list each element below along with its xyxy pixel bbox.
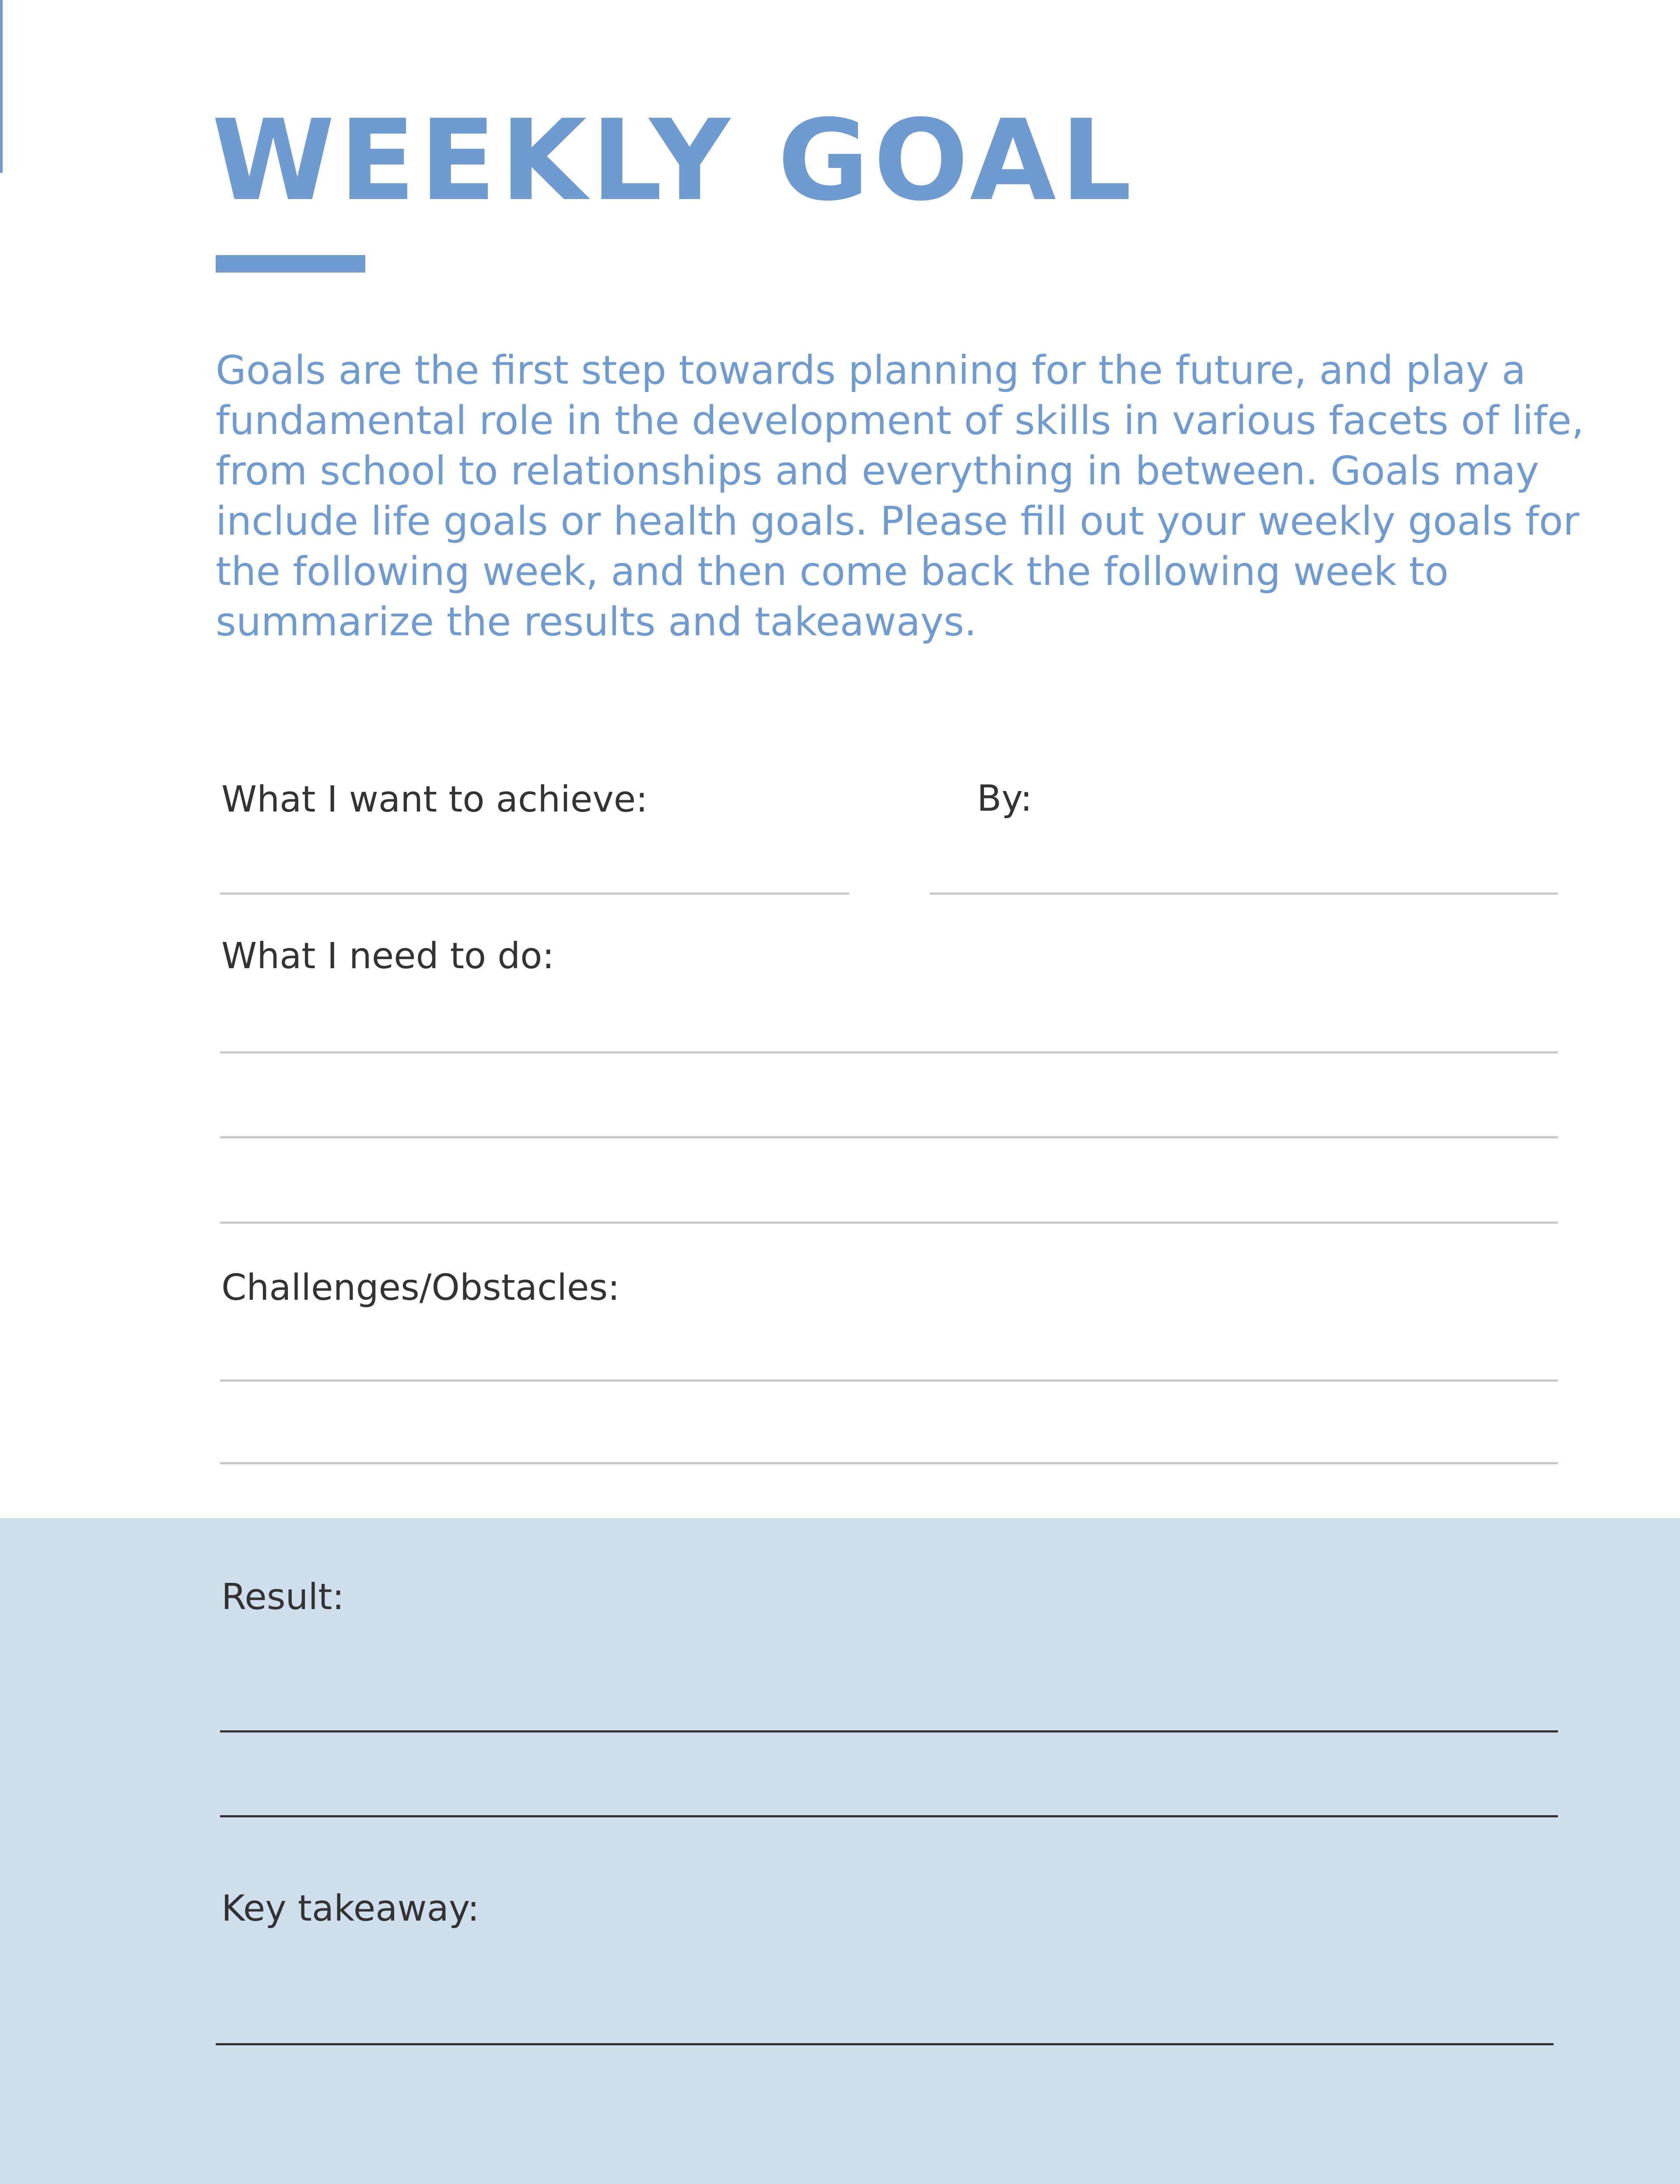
result-line-1[interactable] bbox=[220, 1730, 1558, 1732]
result-label: Result: bbox=[221, 1576, 344, 1618]
key-takeaway-label: Key takeaway: bbox=[221, 1888, 480, 1929]
results-panel bbox=[0, 1518, 1680, 2184]
page-title: WEEKLY GOAL bbox=[212, 96, 1136, 226]
challenges-label: Challenges/Obstacles: bbox=[221, 1267, 620, 1309]
need-to-do-line-3[interactable] bbox=[220, 1222, 1558, 1224]
by-label: By: bbox=[977, 778, 1032, 819]
achieve-label: What I want to achieve: bbox=[221, 779, 648, 820]
challenges-line-1[interactable] bbox=[220, 1379, 1558, 1382]
key-takeaway-line[interactable] bbox=[216, 2043, 1554, 2045]
need-to-do-line-1[interactable] bbox=[220, 1051, 1558, 1054]
intro-paragraph: Goals are the first step towards planning for the future, and play a fundamental role in the development of skills in various facets of life, from school to relationships and everything in between. Goals may include life goals or health goals. Please fill out your weekly goals for the following week, and then come back the following week to summarize the results and takeaways. bbox=[216, 347, 1584, 645]
result-line-2[interactable] bbox=[220, 1815, 1558, 1817]
title-underline bbox=[216, 255, 365, 273]
challenges-line-2[interactable] bbox=[220, 1462, 1558, 1464]
achieve-line[interactable] bbox=[220, 892, 849, 895]
need-to-do-line-2[interactable] bbox=[220, 1136, 1558, 1138]
by-line[interactable] bbox=[930, 892, 1558, 895]
need-to-do-label: What I need to do: bbox=[221, 935, 554, 977]
left-edge-mark bbox=[0, 0, 3, 173]
